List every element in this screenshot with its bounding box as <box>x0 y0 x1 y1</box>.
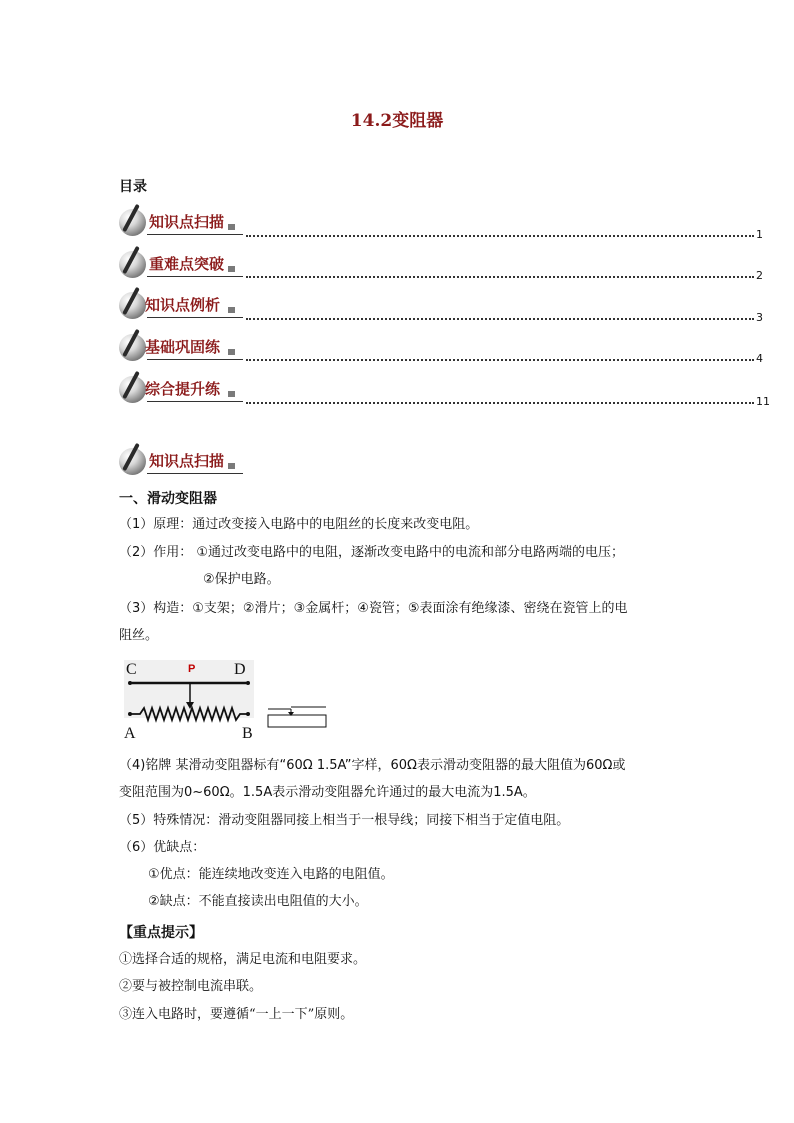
toc-badge-1[interactable] <box>119 207 243 237</box>
paragraph-nameplate-2: 变阻范围为0~60Ω。1.5A表示滑动变阻器允许通过的最大电流为1.5A。 <box>119 785 536 800</box>
key-point-item: ①选择合适的规格，满足电流和电阻要求。 <box>119 952 367 967</box>
paragraph-special: （5）特殊情况：滑动变阻器同接上相当于一根导线；同接下相当于定值电阻。 <box>119 813 570 828</box>
page-title: 14.2变阻器 <box>350 111 444 131</box>
toc-item-label: 基础巩固练 <box>145 338 221 356</box>
toc-leader-dots <box>246 270 754 278</box>
section-badge-label: 知识点扫描 <box>149 452 225 470</box>
toc-item-label: 知识点例析 <box>145 296 221 314</box>
paragraph-nameplate: （4)铭牌 某滑动变阻器标有“60Ω 1.5A”字样，60Ω表示滑动变阻器的最大阻值为60Ω或 <box>119 758 626 773</box>
paragraph-function: （2）作用： ①通过改变电路中的电阻，逐渐改变电路中的电流和部分电路两端的电压； <box>119 545 625 560</box>
badge-underline <box>147 317 243 318</box>
paragraph-cons: ②缺点：不能直接读出电阻值的大小。 <box>148 894 368 909</box>
toc-item-label: 重难点突破 <box>149 255 225 273</box>
paragraph-pros-cons: （6）优缺点： <box>119 840 206 855</box>
tag-icon <box>228 307 235 313</box>
toc-heading: 目录 <box>119 179 147 195</box>
label-c: C <box>126 661 137 678</box>
toc-leader-dots <box>246 396 754 404</box>
tag-icon <box>228 391 235 397</box>
toc-item-label: 综合提升练 <box>145 380 221 398</box>
terminal-d <box>246 681 250 685</box>
toc-page-number: 1 <box>756 228 763 241</box>
key-point-item: ③连入电路时，要遵循“一上一下”原则。 <box>119 1007 354 1022</box>
toc-page-number: 2 <box>756 269 763 282</box>
symbol-resistor <box>268 715 326 727</box>
tag-icon <box>228 224 235 230</box>
paragraph-pros: ①优点：能连续地改变连入电路的电阻值。 <box>148 867 394 882</box>
section-badge <box>119 446 243 476</box>
toc-page-number: 11 <box>756 395 770 408</box>
toc-badge-5[interactable] <box>119 374 243 404</box>
label-b: B <box>242 725 253 742</box>
section-title: 一、滑动变阻器 <box>119 491 217 507</box>
label-p: P <box>188 663 196 675</box>
paragraph-function-2: ②保护电路。 <box>203 572 280 587</box>
toc-leader-dots <box>246 312 754 320</box>
badge-underline <box>147 473 243 474</box>
toc-leader-dots <box>246 229 754 237</box>
badge-underline <box>147 359 243 360</box>
toc-leader-dots <box>246 353 754 361</box>
tag-icon <box>228 349 235 355</box>
toc-page-number: 4 <box>756 352 763 365</box>
toc-badge-2[interactable] <box>119 249 243 279</box>
key-points-heading: 【重点提示】 <box>119 925 203 941</box>
rheostat-diagram <box>118 654 338 746</box>
label-d: D <box>234 661 246 678</box>
toc-badge-3[interactable] <box>119 290 243 320</box>
terminal-b <box>246 712 250 716</box>
terminal-a <box>128 712 132 716</box>
badge-underline <box>147 276 243 277</box>
paragraph-structure: （3）构造：①支架；②滑片；③金属杆；④瓷管；⑤表面涂有绝缘漆、密绕在瓷管上的电 <box>119 601 628 616</box>
tag-icon <box>228 463 235 469</box>
terminal-c <box>128 681 132 685</box>
toc-item-label: 知识点扫描 <box>149 213 225 231</box>
tag-icon <box>228 266 235 272</box>
key-point-item: ②要与被控制电流串联。 <box>119 979 263 994</box>
paragraph-principle: （1）原理：通过改变接入电路中的电阻丝的长度来改变电阻。 <box>119 517 479 532</box>
toc-page-number: 3 <box>756 311 763 324</box>
paragraph-structure-2: 阻丝。 <box>119 628 159 643</box>
label-a: A <box>124 725 136 742</box>
badge-underline <box>147 401 243 402</box>
badge-underline <box>147 234 243 235</box>
toc-badge-4[interactable] <box>119 332 243 362</box>
